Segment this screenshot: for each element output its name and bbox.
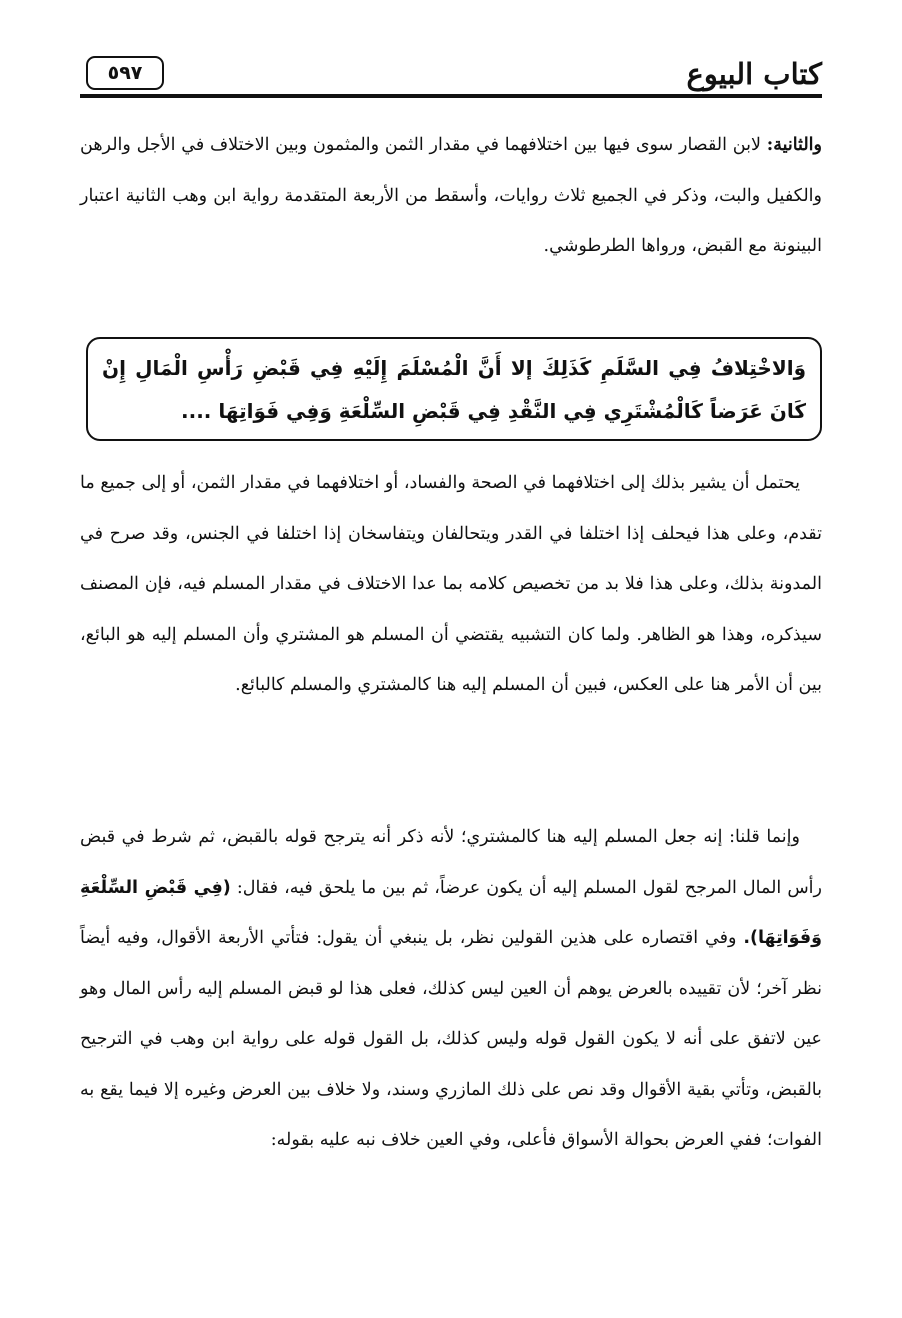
book-title: كتاب البيوع <box>686 57 822 91</box>
paragraph-1-text: لابن القصار سوى فيها بين اختلافهما في مقدار الثمن والمثمون وبين الاختلاف في الأجل والرهن والكفيل والبت، وذكر في الجميع ثلاث روايات، وأسقط من الأربعة المتقدمة رواية ابن وهب الثانية اعتبار البينونة مع القبض، ورواها الطرطوشي. <box>80 135 822 256</box>
paragraph-1-lead: والثانية: <box>766 135 822 155</box>
paragraph-3-quote: (فِي قَبْضِ السِّلْعَةِ وَفَوَاتِهَا). <box>80 877 822 948</box>
page-number: ٥٩٧ <box>86 56 164 90</box>
paragraph-1 <box>80 120 822 272</box>
page-header <box>80 50 822 100</box>
matn-text-box: وَالاخْتِلافُ فِي السَّلَمِ كَذَلِكَ إلا أَنَّ الْمُسْلَمَ إِلَيْهِ فِي قَبْضِ رَأْسِ الْمَالِ إِنْ كَانَ عَرَضاً كَالْمُشْتَرِي فِي النَّقْدِ فِي قَبْضِ السِّلْعَةِ وَفِي فَوَاتِهَا .... <box>86 337 822 441</box>
paragraph-2-text: يحتمل أن يشير بذلك إلى اختلافهما في الصحة والفساد، أو اختلافهما في مقدار الثمن، أو إلى جميع ما تقدم، وعلى هذا فيحلف إذا اختلفا في القدر ويتحالفان ويتفاسخان إذا اختلفا في الجنس، وقد صرح في المدونة بذلك، وعلى هذا فلا بد من تخصيص كلامه بما عدا الاختلاف في مقدار المسلم فيه، فإن المصنف سيذكره، وهذا هو الظاهر. ولما كان التشبيه يقتضي أن المسلم هو المشتري وأن المسلم إليه هو البائع، بين أن الأمر هنا على العكس، فبين أن المسلم إليه هنا كالمشتري والمسلم كالبائع. <box>80 473 822 695</box>
header-divider <box>80 94 822 98</box>
paragraph-3-text-after-quote: وفي اقتصاره على هذين القولين نظر، بل ينبغي أن يقول: فتأتي الأربعة الأقوال، وفيه أيضاً نظر آخر؛ لأن تقييده بالعرض يوهم أن العين ليس كذلك، فعلى هذا لو قبض المسلم إليه رأس المال وهو عين لاتفق على أنه لا يكون القول قوله وليس كذلك، بل القول قوله على رواية ابن وهب في الترجيح بالقبض، وتأتي بقية الأقوال وقد نص على ذلك المازري وسند، ولا خلاف بين العرض وغيره إلا فيما يقع به الفوات؛ ففي العرض بحوالة الأسواق فأعلى، وفي العين خلاف نبه عليه بقوله: <box>80 928 822 1150</box>
paragraph-3 <box>80 812 822 1166</box>
paragraph-2 <box>80 458 822 711</box>
paragraph-3-text-before-quote: وإنما قلنا: إنه جعل المسلم إليه هنا كالمشتري؛ لأنه ذكر أنه يترجح قوله بالقبض، ثم شرط في قبض رأس المال المرجح لقول المسلم إليه أن يكون عرضاً، ثم بين ما يلحق فيه، فقال: <box>80 827 822 898</box>
